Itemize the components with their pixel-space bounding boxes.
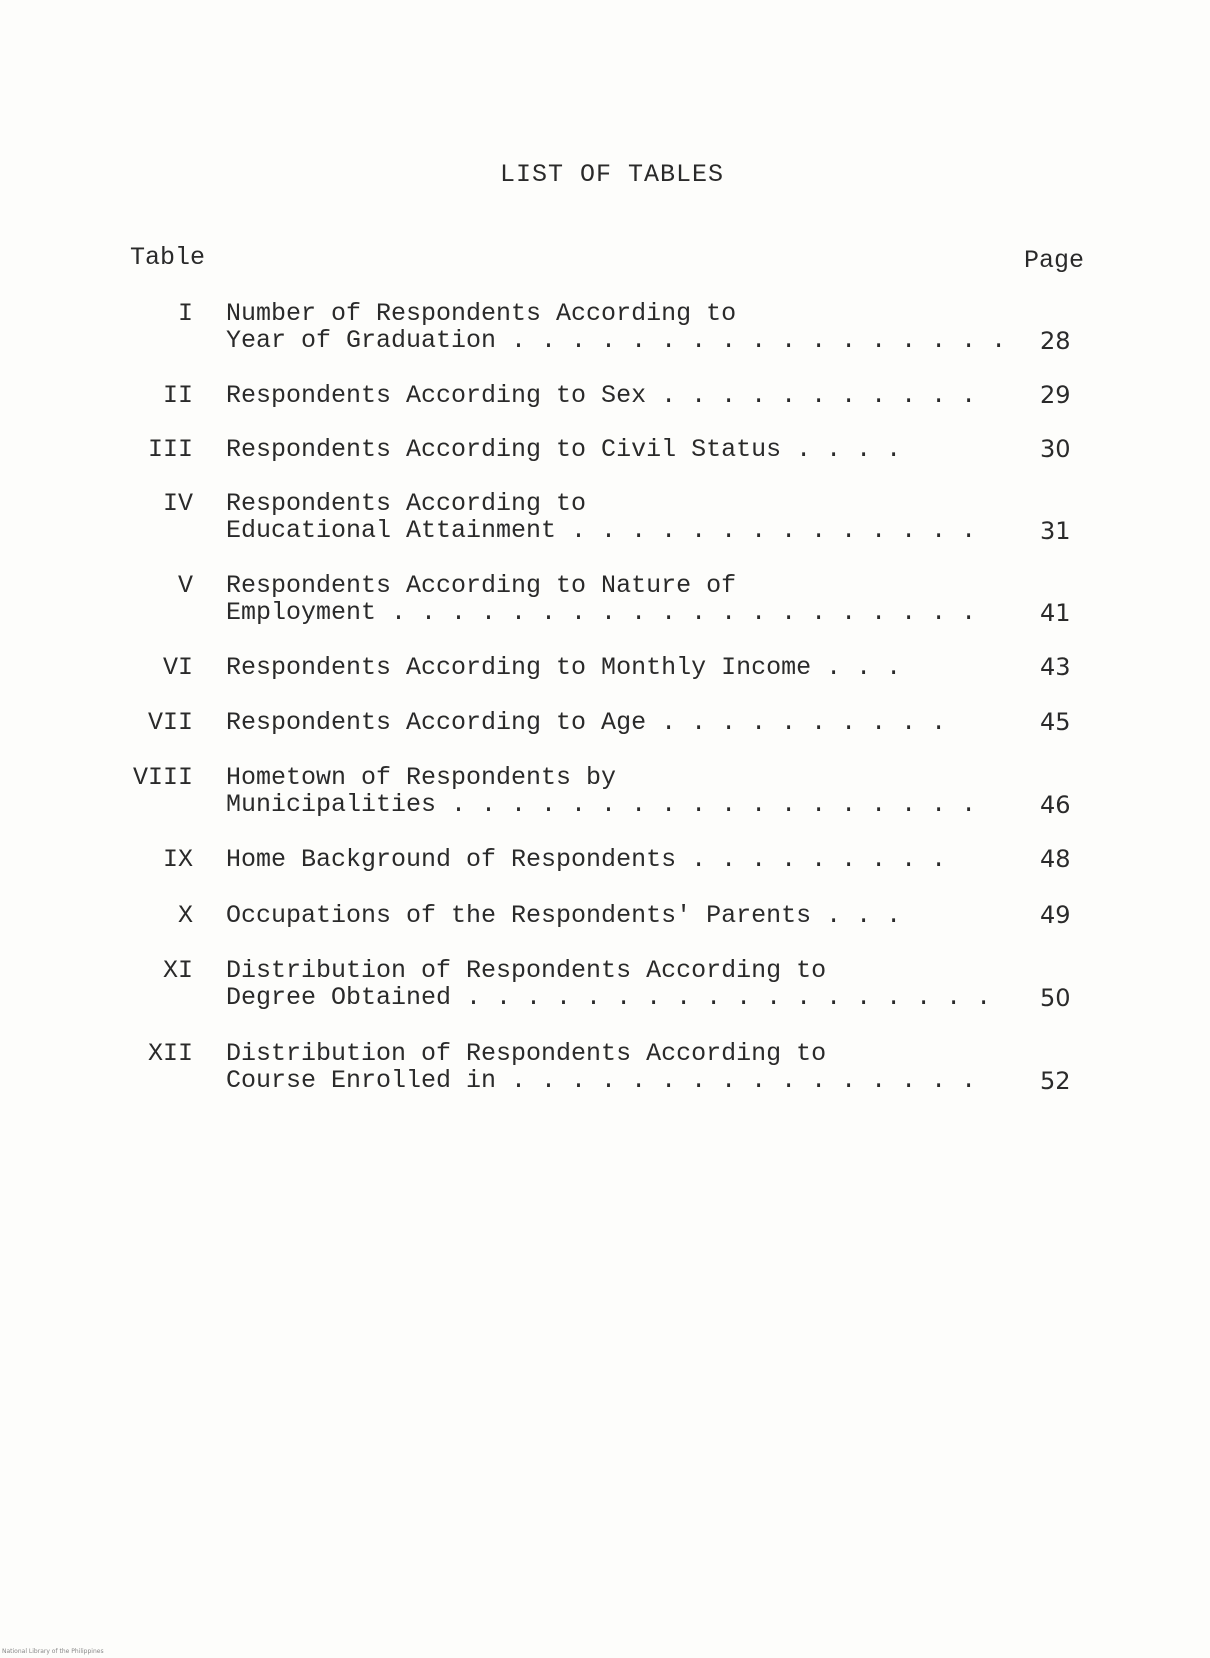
- caption-line-2: Degree Obtained . . . . . . . . . . . . . . . . . .: [226, 983, 992, 1012]
- table-number: I: [177, 299, 193, 328]
- table-caption: [226, 654, 966, 681]
- caption-line-1: Respondents According to Sex . . . . . . . . . . .: [226, 381, 977, 410]
- table-caption: [226, 299, 1007, 355]
- caption-line-1: Distribution of Respondents According to: [226, 956, 827, 985]
- page-number: 31: [1040, 517, 1071, 545]
- page-number: 49: [1040, 901, 1071, 929]
- caption-line-1: Hometown of Respondents by: [226, 763, 617, 792]
- table-number: II: [162, 381, 193, 410]
- page-number: 46: [1040, 791, 1071, 819]
- page-number: 43: [1040, 653, 1071, 681]
- table-number: VII: [147, 708, 193, 737]
- table-caption: [226, 846, 966, 873]
- page-number: 45: [1040, 708, 1071, 736]
- caption-line-1: Distribution of Respondents According to: [226, 1039, 827, 1068]
- page-number: 29: [1040, 381, 1071, 409]
- table-caption: [226, 381, 977, 410]
- page-title: LIST OF TABLES: [499, 160, 725, 189]
- page-number: 50: [1040, 984, 1071, 1012]
- table-number: III: [147, 435, 193, 464]
- table-number: XII: [147, 1039, 193, 1068]
- caption-line-1: Occupations of the Respondents' Parents . . .: [226, 901, 902, 930]
- table-caption: [226, 489, 977, 545]
- caption-line-1: Respondents According to Civil Status . . . .: [226, 435, 902, 464]
- page-number: 41: [1040, 599, 1071, 627]
- table-number: VIII: [132, 763, 193, 792]
- caption-line-2: Municipalities . . . . . . . . . . . . . . . . . .: [226, 790, 977, 819]
- caption-line-1: Number of Respondents According to: [226, 299, 737, 328]
- page-number: 48: [1040, 845, 1071, 873]
- page-number: 28: [1040, 327, 1071, 355]
- table-column-header: Table: [130, 243, 206, 272]
- caption-line-2: Course Enrolled in . . . . . . . . . . . . . . . .: [226, 1066, 977, 1095]
- table-number: IV: [162, 489, 193, 518]
- page-column-header: Page: [1024, 246, 1085, 275]
- caption-line-1: Respondents According to Nature of: [226, 571, 737, 600]
- table-caption: [226, 436, 966, 463]
- caption-line-1: Home Background of Respondents . . . . . . . . .: [226, 845, 947, 874]
- table-number: IX: [162, 845, 193, 874]
- table-number: VI: [162, 653, 193, 682]
- table-caption: [226, 1039, 977, 1095]
- table-number: XI: [162, 956, 193, 985]
- caption-line-2: Educational Attainment . . . . . . . . . . . . . .: [226, 516, 977, 545]
- page-number: 30: [1040, 435, 1071, 463]
- caption-line-1: Respondents According to Monthly Income . . .: [226, 653, 902, 682]
- table-caption: [226, 902, 966, 929]
- table-number: X: [177, 901, 193, 930]
- caption-line-1: Respondents According to Age . . . . . . . . . .: [226, 708, 947, 737]
- page-number: 52: [1040, 1067, 1071, 1095]
- table-caption: [226, 956, 992, 1012]
- caption-line-2: Year of Graduation . . . . . . . . . . . . . . . . .: [226, 326, 1007, 355]
- table-number: V: [177, 571, 193, 600]
- table-caption: [226, 571, 977, 627]
- caption-line-1: Respondents According to: [226, 489, 587, 518]
- scan-footer: National Library of the Philippines: [2, 1648, 104, 1655]
- caption-line-2: Employment . . . . . . . . . . . . . . . . . . . .: [226, 598, 977, 627]
- table-caption: [226, 709, 966, 736]
- table-caption: [226, 763, 977, 819]
